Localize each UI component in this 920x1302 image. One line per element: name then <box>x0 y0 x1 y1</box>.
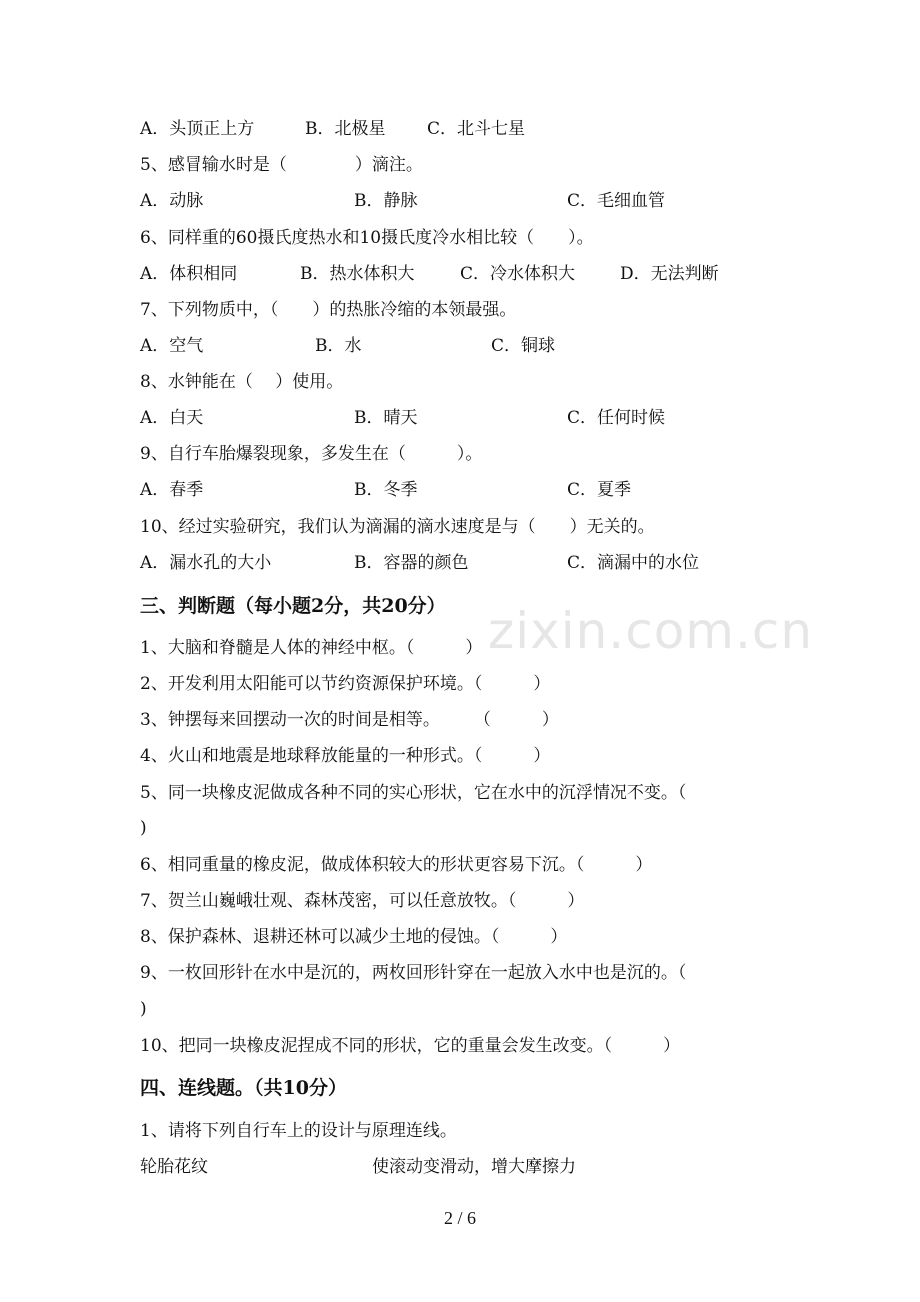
q7-option-b: B．水 <box>315 336 362 356</box>
section-3-heading: 三、判断题（每小题2分，共20分） <box>140 595 446 617</box>
judge-item-9-continued: ) <box>140 999 147 1019</box>
page-number: 2 / 6 <box>443 1208 476 1228</box>
q5-option-c: C．毛细血管 <box>567 191 666 211</box>
q8-option-a: A．白天 <box>140 408 204 428</box>
q9-option-c: C．夏季 <box>567 480 632 500</box>
q5-option-b: B．静脉 <box>354 191 418 211</box>
judge-item-7: 7、贺兰山巍峨壮观、森林茂密，可以任意放牧。（ ） <box>140 891 585 911</box>
q7-option-c: C．铜球 <box>491 336 556 356</box>
matching-question-1: 1、请将下列自行车上的设计与原理连线。 <box>140 1121 457 1141</box>
watermark: zixin.com.cn <box>488 602 814 660</box>
q4-option-c: C．北斗七星 <box>427 119 526 139</box>
q6-option-b: B．热水体积大 <box>300 264 415 284</box>
judge-item-5-continued: ) <box>140 818 147 838</box>
question-7: 7、下列物质中，（ ）的热胀冷缩的本领最强。 <box>140 300 517 320</box>
q10-option-a: A．漏水孔的大小 <box>140 553 272 573</box>
q6-option-a: A．体积相同 <box>140 264 238 284</box>
q9-option-a: A．春季 <box>140 480 204 500</box>
q9-option-b: B．冬季 <box>354 480 418 500</box>
matching-left-item: 轮胎花纹 <box>140 1157 208 1177</box>
judge-item-3: 3、钟摆每来回摆动一次的时间是相等。 （ ） <box>140 710 559 730</box>
q5-option-a: A．动脉 <box>140 191 204 211</box>
question-5: 5、感冒输水时是（ ）滴注。 <box>140 155 423 175</box>
q8-option-c: C．任何时候 <box>567 408 666 428</box>
question-8: 8、水钟能在（ ）使用。 <box>140 372 344 392</box>
judge-item-6: 6、相同重量的橡皮泥，做成体积较大的形状更容易下沉。（ ） <box>140 855 653 875</box>
judge-item-4: 4、火山和地震是地球释放能量的一种形式。（ ） <box>140 746 551 766</box>
q6-option-d: D．无法判断 <box>620 264 719 284</box>
question-6: 6、同样重的60摄氏度热水和10摄氏度冷水相比较（ ）。 <box>140 228 594 248</box>
question-10: 10、经过实验研究，我们认为滴漏的滴水速度是与（ ）无关的。 <box>140 517 655 537</box>
judge-item-8: 8、保护森林、退耕还林可以减少土地的侵蚀。（ ） <box>140 927 568 947</box>
judge-item-10: 10、把同一块橡皮泥捏成不同的形状，它的重量会发生改变。（ ） <box>140 1036 681 1056</box>
q8-option-b: B．晴天 <box>354 408 418 428</box>
judge-item-9: 9、一枚回形针在水中是沉的，两枚回形针穿在一起放入水中也是沉的。（ <box>140 963 687 983</box>
matching-right-item: 使滚动变滑动，增大摩擦力 <box>372 1157 576 1177</box>
q4-option-b: B．北极星 <box>305 119 386 139</box>
q10-option-c: C．滴漏中的水位 <box>567 553 700 573</box>
q6-option-c: C．冷水体积大 <box>460 264 576 284</box>
q4-option-a: A．头顶正上方 <box>140 119 255 139</box>
q7-option-a: A．空气 <box>140 336 204 356</box>
section-4-heading: 四、连线题。（共10分） <box>140 1077 347 1099</box>
judge-item-5: 5、同一块橡皮泥做成各种不同的实心形状，它在水中的沉浮情况不变。（ <box>140 783 687 803</box>
q10-option-b: B．容器的颜色 <box>354 553 469 573</box>
judge-item-1: 1、大脑和脊髓是人体的神经中枢。（ ） <box>140 638 483 658</box>
judge-item-2: 2、开发利用太阳能可以节约资源保护环境。（ ） <box>140 674 551 694</box>
question-9: 9、自行车胎爆裂现象，多发生在（ ）。 <box>140 444 483 464</box>
